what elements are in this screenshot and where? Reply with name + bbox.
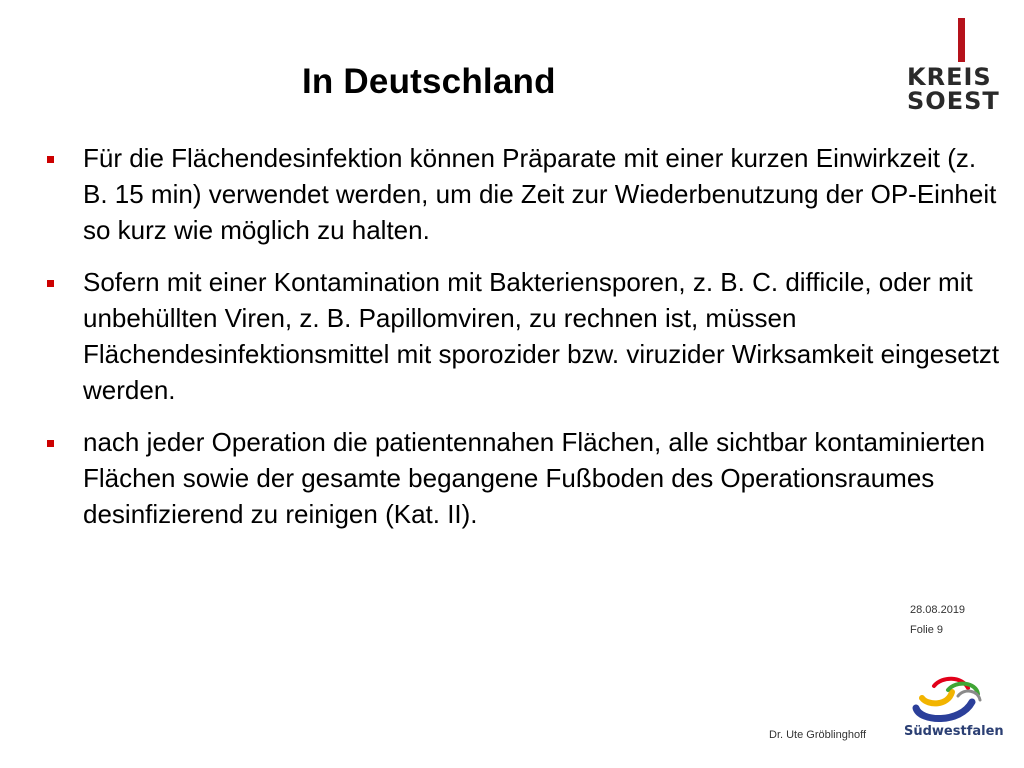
slide-number: Folie 9 xyxy=(910,624,944,636)
bullet-text: Sofern mit einer Kontamination mit Bakteriensporen, z. B. C. difficile, oder mit unbehüllten Viren, z. B. Papillomviren, zu rechnen ist, müssen Flächendesinfektionsmittel mit sporozider bzw. viruzider Wirksamkeit eingesetzt werden. xyxy=(83,267,1000,405)
suedwestfalen-wordmark: Südwestfalen xyxy=(904,724,1004,739)
bullet-text: Für die Flächendesinfektion können Präparate mit einer kurzen Einwirkzeit (z. B. 15 min) verwendet werden, um die Zeit zur Wiederbenutzung der OP-Einheit so kurz wie möglich zu halten. xyxy=(83,143,997,245)
bullet-marker-icon xyxy=(47,156,54,163)
footer-date: 28.08.2019 xyxy=(910,604,966,616)
bullet-list xyxy=(40,140,1000,548)
suedwestfalen-logo xyxy=(900,672,1004,750)
bullet-text: nach jeder Operation die patientennahen Flächen, alle sichtbar kontaminierten Flächen sowie der gesamte begangene Fußboden des Operationsraumes desinfizierend zu reinigen (Kat. II). xyxy=(83,427,985,529)
bullet-item xyxy=(40,140,1000,248)
bullet-item xyxy=(40,424,1000,532)
slide-title: In Deutschland xyxy=(302,62,556,101)
bullet-marker-icon xyxy=(47,440,54,447)
kreis-soest-logo xyxy=(900,14,1000,115)
kreis-logo-bar xyxy=(958,18,965,62)
suedwestfalen-swirl-icon xyxy=(906,672,990,726)
kreis-logo-line2: SOEST xyxy=(907,87,1000,115)
kreis-logo-line1: KREIS xyxy=(907,63,992,91)
bullet-marker-icon xyxy=(47,280,54,287)
bullet-item xyxy=(40,264,1000,408)
footer-author: Dr. Ute Gröblinghoff xyxy=(769,729,867,741)
